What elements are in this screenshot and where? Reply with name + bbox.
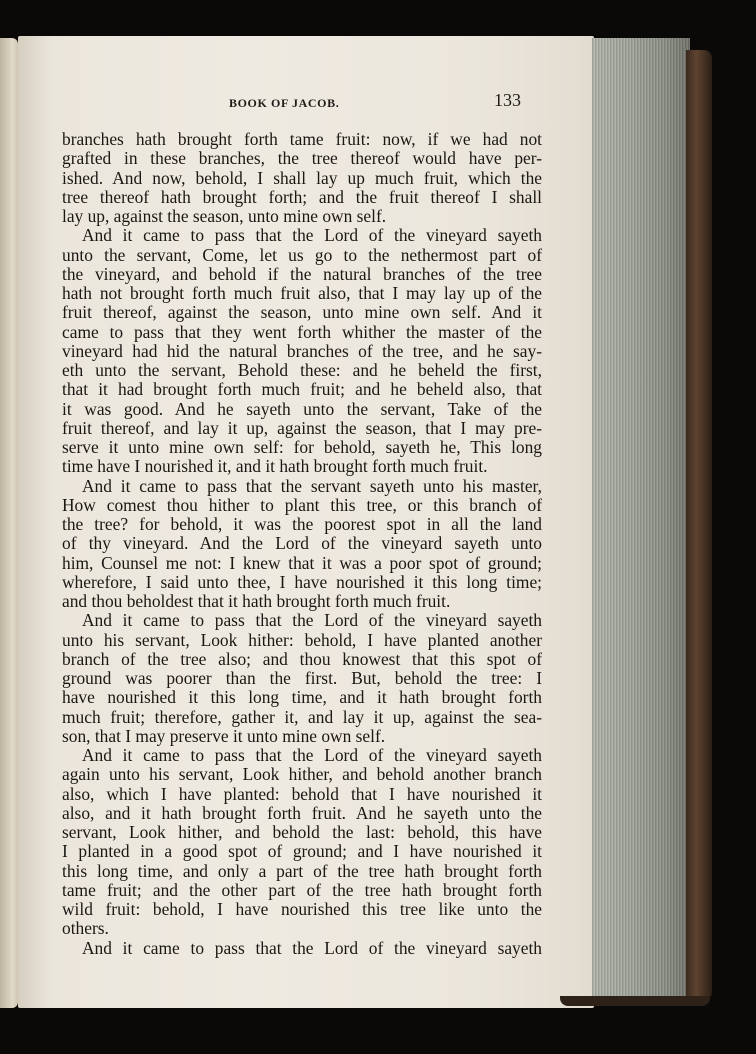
left-page-edge (0, 38, 18, 1008)
book-cover-edge (686, 50, 712, 1000)
text-line: And it came to pass that the servant sayeth unto his master, (82, 476, 542, 496)
page-fore-edge (592, 38, 690, 1000)
text-line: vineyard had hid the natural branches of the tree, and he say- (62, 341, 542, 361)
text-line: branch of the tree also; and thou knowest that this spot of (62, 649, 542, 669)
text-line: have nourished it this long time, and it hath brought forth (62, 688, 542, 708)
body-text (62, 130, 542, 958)
text-line: fruit thereof, and lay it up, against the season, that I may pre- (62, 418, 542, 438)
text-line: wild fruit: behold, I have nourished this tree like unto the (62, 900, 542, 919)
text-line: this long time, and only a part of the tree hath brought forth (62, 861, 542, 881)
text-line: lay up, against the season, unto mine own self. (62, 207, 387, 226)
text-line: also, which I have planted: behold that I have nourished it (62, 784, 542, 804)
text-line: unto the servant, Come, let us go to the nethermost part of (62, 245, 542, 265)
text-line: ground was poorer than the first. But, behold the tree: I (62, 669, 542, 688)
text-line: that it had brought forth much fruit; and he beheld also, that (62, 380, 542, 400)
text-line: tame fruit; and the other part of the tree hath brought forth (62, 880, 542, 900)
text-line: the tree? for behold, it was the poorest spot in all the land (62, 515, 542, 534)
text-line: branches hath brought forth tame fruit: now, if we had not (62, 130, 542, 149)
text-line: again unto his servant, Look hither, and behold another branch (62, 765, 542, 785)
text-line: much fruit; therefore, gather it, and lay it up, against the sea- (62, 707, 542, 727)
text-line: time have I nourished it, and it hath brought forth much fruit. (62, 457, 488, 477)
text-line: eth unto the servant, Behold these: and he beheld the first, (62, 361, 542, 380)
text-line: unto his servant, Look hither: behold, I have planted another (62, 630, 542, 650)
text-line: of thy vineyard. And the Lord of the vineyard sayeth unto (62, 534, 542, 554)
text-line: son, that I may preserve it unto mine own self. (62, 726, 386, 746)
text-line: the vineyard, and behold if the natural branches of the tree (62, 264, 542, 284)
text-line: I planted in a good spot of ground; and I have nourished it (62, 842, 542, 862)
text-line: it was good. And he sayeth unto the servant, Take of the (62, 399, 542, 419)
text-line: came to pass that they went forth whither the master of the (62, 322, 542, 342)
page-number: 133 (494, 90, 521, 110)
text-line: How comest thou hither to plant this tree, or this branch of (62, 495, 542, 515)
text-line: also, and it hath brought forth fruit. And he sayeth unto the (62, 803, 542, 823)
text-line: ished. And now, behold, I shall lay up much fruit, which the (62, 168, 542, 188)
running-header: BOOK OF JACOB. (229, 96, 340, 110)
text-line: And it came to pass that the Lord of the vineyard sayeth (82, 226, 542, 246)
text-line: hath not brought forth much fruit also, that I may lay up of the (62, 284, 542, 303)
text-line: And it came to pass that the Lord of the vineyard sayeth (82, 746, 542, 765)
text-line: And it came to pass that the Lord of the vineyard sayeth (82, 938, 542, 958)
text-line: servant, Look hither, and behold the last: behold, this have (62, 823, 542, 842)
text-line: And it came to pass that the Lord of the vineyard sayeth (82, 611, 542, 631)
text-line: grafted in these branches, the tree thereof would have per- (62, 149, 542, 169)
text-line: and thou beholdest that it hath brought forth much fruit. (62, 592, 451, 611)
text-line: tree thereof hath brought forth; and the fruit thereof I shall (62, 187, 542, 207)
text-line: others. (62, 919, 109, 939)
text-line: serve it unto mine own self: for behold, sayeth he, This long (62, 438, 542, 457)
book-cover-bottom (560, 996, 710, 1006)
text-line: wherefore, I said unto thee, I have nourished it this long time; (62, 572, 542, 592)
text-line: fruit thereof, against the season, unto mine own self. And it (62, 303, 542, 323)
text-line: him, Counsel me not: I knew that it was a poor spot of ground; (62, 553, 542, 573)
